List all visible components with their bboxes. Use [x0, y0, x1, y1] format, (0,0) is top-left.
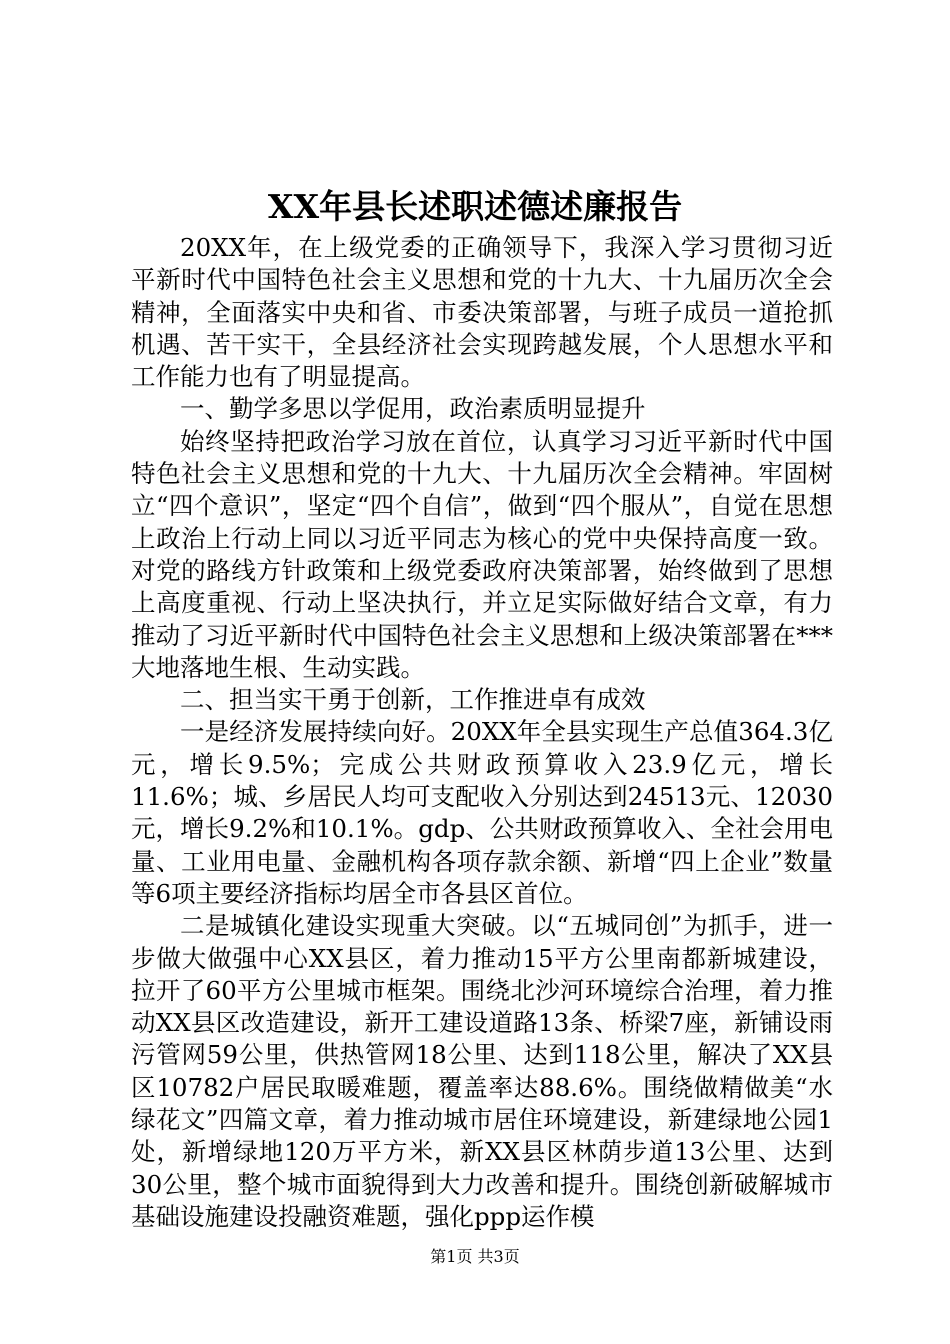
section-1-paragraph: 始终坚持把政治学习放在首位，认真学习习近平新时代中国特色社会主义思想和党的十九大、十九届历次全会精神。牢固树立“四个意识”，坚定“四个自信”，做到“四个服从”，自觉在思想上政治上行动上同以习近平同志为核心的党中央保持高度一致。对党的路线方针政策和上级党委政府决策部署，始终做到了思想上高度重视、行动上坚决执行，并立足实际做好结合文章，有力推动了习近平新时代中国特色社会主义思想和上级决策部署在***大地落地生根、生动实践。 — [131, 426, 833, 682]
intro-paragraph: 20XX年，在上级党委的正确领导下，我深入学习贯彻习近平新时代中国特色社会主义思想和党的十九大、十九届历次全会精神，全面落实中央和省、市委决策部署，与班子成员一道抢抓机遇、苦干实干，全县经济社会实现跨越发展，个人思想水平和工作能力也有了明显提高。 — [131, 233, 833, 392]
economy-paragraph: 一是经济发展持续向好。20XX年全县实现生产总值364.3亿元，增长9.5%；完成公共财政预算收入23.9亿元，增长11.6%；城、乡居民人均可支配收入分别达到24513元、12030元，增长9.2%和10.1%。gdp、公共财政预算收入、全社会用电量、工业用电量、金融机构各项存款余额、新增“四上企业”数量等6项主要经济指标均居全市各县区首位。 — [131, 717, 833, 908]
section-heading-2: 二、担当实干勇于创新，工作推进卓有成效 — [180, 685, 646, 715]
page-footer: 第1页 共3页 — [430, 1247, 520, 1266]
document-body — [131, 232, 833, 1233]
document-title: XX年县长述职述德述廉报告 — [267, 187, 683, 226]
section-heading-1: 一、勤学多思以学促用，政治素质明显提升 — [180, 394, 646, 424]
urbanization-paragraph: 二是城镇化建设实现重大突破。以“五城同创”为抓手，进一步做大做强中心XX县区，着力推动15平方公里南都新城建设，拉开了60平方公里城市框架。围绕北沙河环境综合治理，着力推动XX县区改造建设，新开工建设道路13条、桥梁7座，新铺设雨污管网59公里，供热管网18公里、达到118公里，解决了XX县区10782户居民取暖难题，覆盖率达88.6%。围绕做精做美“水绿花文”四篇文章，着力推动城市居住环境建设，新建绿地公园1处，新增绿地120万平方米，新XX县区林荫步道13公里、达到30公里，整个城市面貌得到大力改善和提升。围绕创新破解城市基础设施建设投融资难题，强化ppp运作模 — [131, 911, 833, 1231]
